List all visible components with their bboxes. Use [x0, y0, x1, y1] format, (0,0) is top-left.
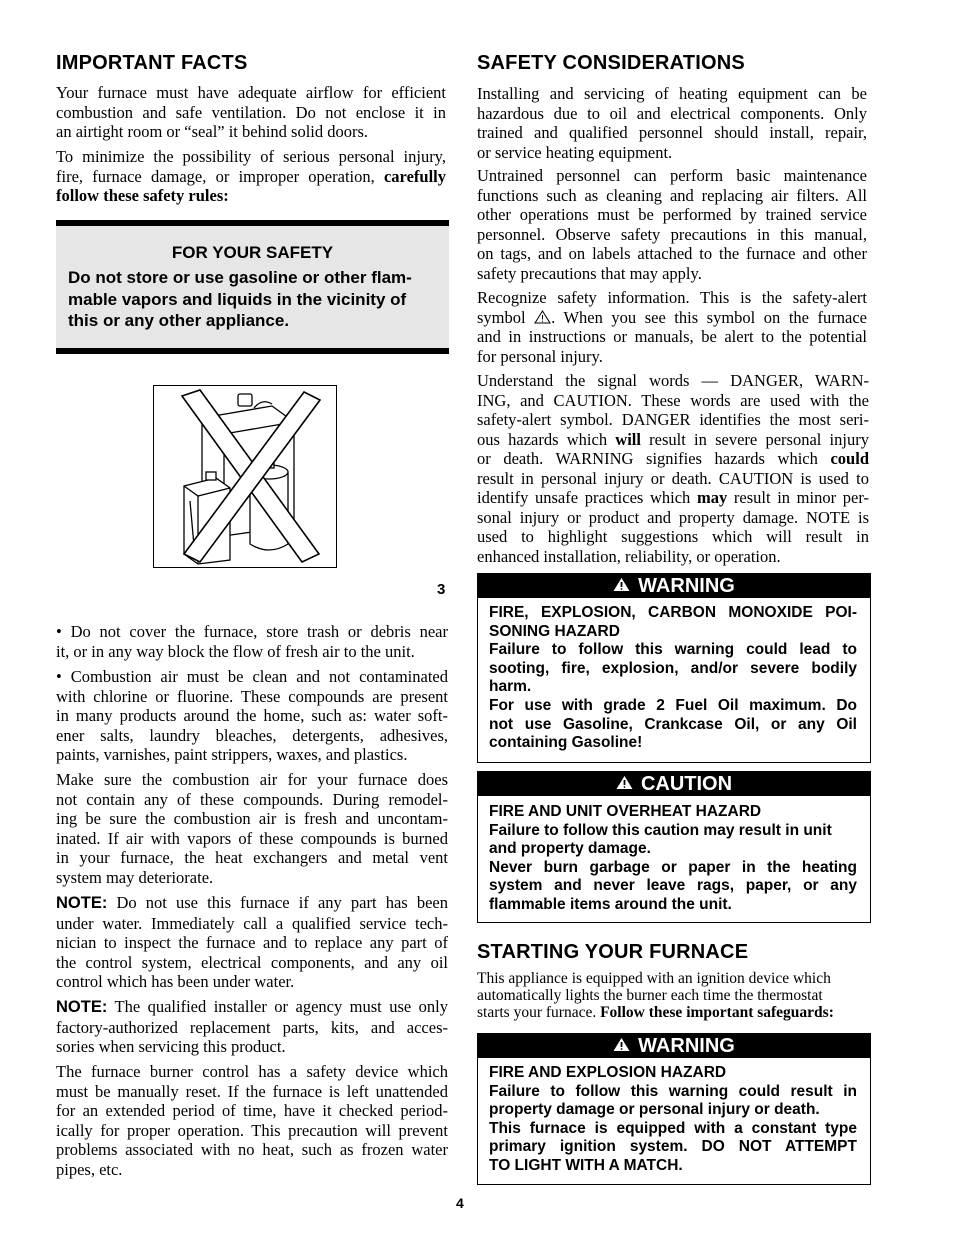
warning-triangle-icon	[616, 775, 633, 790]
caution-text: FIRE AND UNIT OVERHEAT HAZARD Failure to follow this caution may result in unit and property damage. Never burn garbage or paper in the heating system and never leave rags, paper, or any flammable items around the unit.	[489, 803, 857, 913]
note-water-damage: NOTE: Do not use this furnace if any part has been under water. Immediately call a qualified service tech- nician to inspect the furnace and to replace any part of the control system, electrical components, and any oil control which has been under water.	[56, 893, 448, 991]
safety-para-4: Understand the signal words — DANGER, WARN- ING, and CAUTION. These words are used with the safety-alert symbol. DANGER identifies the most seri- ous hazards which will result in severe personal injury or death. WARNING signifies hazards which could result in personal injury or death. CAUTION is used to identify unsafe practices which may result in minor per- sonal injury or product and property damage. NOTE is used to highlight suggestions which will result in enhanced installation, reliability, or operation.	[477, 371, 869, 566]
safety-rules-paragraph: To minimize the possibility of serious personal injury, fire, furnace damage, or improper operation, carefully follow these safety rules:	[56, 147, 446, 205]
combustion-air-paragraph: Make sure the combustion air for your furnace does not contain any of these compounds. During remodel- ing be sure the combustion air is fresh and uncontam- inated. If air with vapors of these compounds is burned in your furnace, the heat exchangers and metal vent system may deteriorate.	[56, 770, 448, 887]
safety-alert-icon	[534, 310, 551, 324]
burner-reset-paragraph: The furnace burner control has a safety device which must be manually reset. If the furnace is left unattended for an extended period of time, have it checked period- ically for proper operation. This precaution will prevent problems associated with no heat, such as frozen water pipes, etc.	[56, 1062, 448, 1179]
warning-box-fire-and-explosion	[477, 1033, 871, 1185]
airflow-paragraph: Your furnace must have adequate airflow for efficient combustion and safe ventilation. Do not enclose it in an airtight room or “seal” it behind solid doors.	[56, 83, 446, 141]
safety-para-2: Untrained personnel can perform basic maintenance functions such as cleaning and replacing air filters. All other operations must be performed by trained service personnel. Observe safety precautions in this manual, on tags, and on labels attached to the furnace and other safety precautions that may apply.	[477, 166, 867, 283]
figure-number: 3	[437, 581, 446, 598]
safety-box-text: Do not store or use gasoline or other flam- mable vapors and liquids in the vicinity of this or any other appliance.	[68, 268, 412, 330]
bullet-do-not-cover: • Do not cover the furnace, store trash or debris near it, or in any way block the flow of fresh air to the unit.	[56, 622, 448, 661]
note-replacement-parts: NOTE: The qualified installer or agency must use only factory-authorized replacement parts, kits, and acces- sories when servicing this product.	[56, 997, 448, 1056]
bullet-combustion-air: • Combustion air must be clean and not contaminated with chlorine or fluorine. These compounds are present in many products around the home, such as: water soft- ener salts, laundry bleaches, detergents, adhesives, paints, varnishes, paint strippers, waxes, and plastics.	[56, 667, 448, 764]
caution-box-overheat	[477, 771, 871, 923]
warning-header: WARNING	[478, 1034, 870, 1058]
ignition-device-paragraph: This appliance is equipped with an ignition device which automatically lights the burner each time the thermostat starts your furnace. Follow these important safeguards:	[477, 970, 834, 1021]
warning-text: FIRE, EXPLOSION, CARBON MONOXIDE POI- SONING HAZARD Failure to follow this warning could lead to sooting, fire, explosion, and/or severe bodily harm. For use with grade 2 Fuel Oil maximum. Do not use Gasoline, Crankcase Oil, or any Oil containing Gasoline!	[489, 604, 857, 752]
safety-para-1: Installing and servicing of heating equipment can be hazardous due to oil and electrical components. Only trained and qualified personnel should install, repair, or service heating equipment.	[477, 84, 867, 162]
crossed-out-gasoline-cans-icon	[153, 385, 337, 568]
warning-text: FIRE AND EXPLOSION HAZARD Failure to follow this warning could result in property damage or personal injury or death. This furnace is equipped with a constant type primary ignition system. DO NOT ATTEMPT TO LIGHT WITH A MATCH.	[489, 1064, 857, 1174]
gasoline-cans-illustration	[154, 386, 335, 566]
caution-header: CAUTION	[478, 772, 870, 796]
warning-header: WARNING	[478, 574, 870, 598]
safety-box-title: FOR YOUR SAFETY	[171, 243, 334, 262]
starting-your-furnace-heading: STARTING YOUR FURNACE	[477, 941, 749, 963]
page-number: 4	[456, 1195, 464, 1211]
for-your-safety-box	[56, 220, 449, 354]
important-facts-heading: IMPORTANT FACTS	[56, 52, 248, 74]
safety-para-3: Recognize safety information. This is the safety-alert symbol . When you see this symbol on the furnace and in instructions or manuals, be alert to the potential for personal injury.	[477, 288, 867, 366]
warning-triangle-icon	[613, 1037, 630, 1052]
safety-considerations-heading: SAFETY CONSIDERATIONS	[477, 52, 745, 74]
warning-box-fire-explosion-co	[477, 573, 871, 763]
warning-triangle-icon	[613, 577, 630, 592]
